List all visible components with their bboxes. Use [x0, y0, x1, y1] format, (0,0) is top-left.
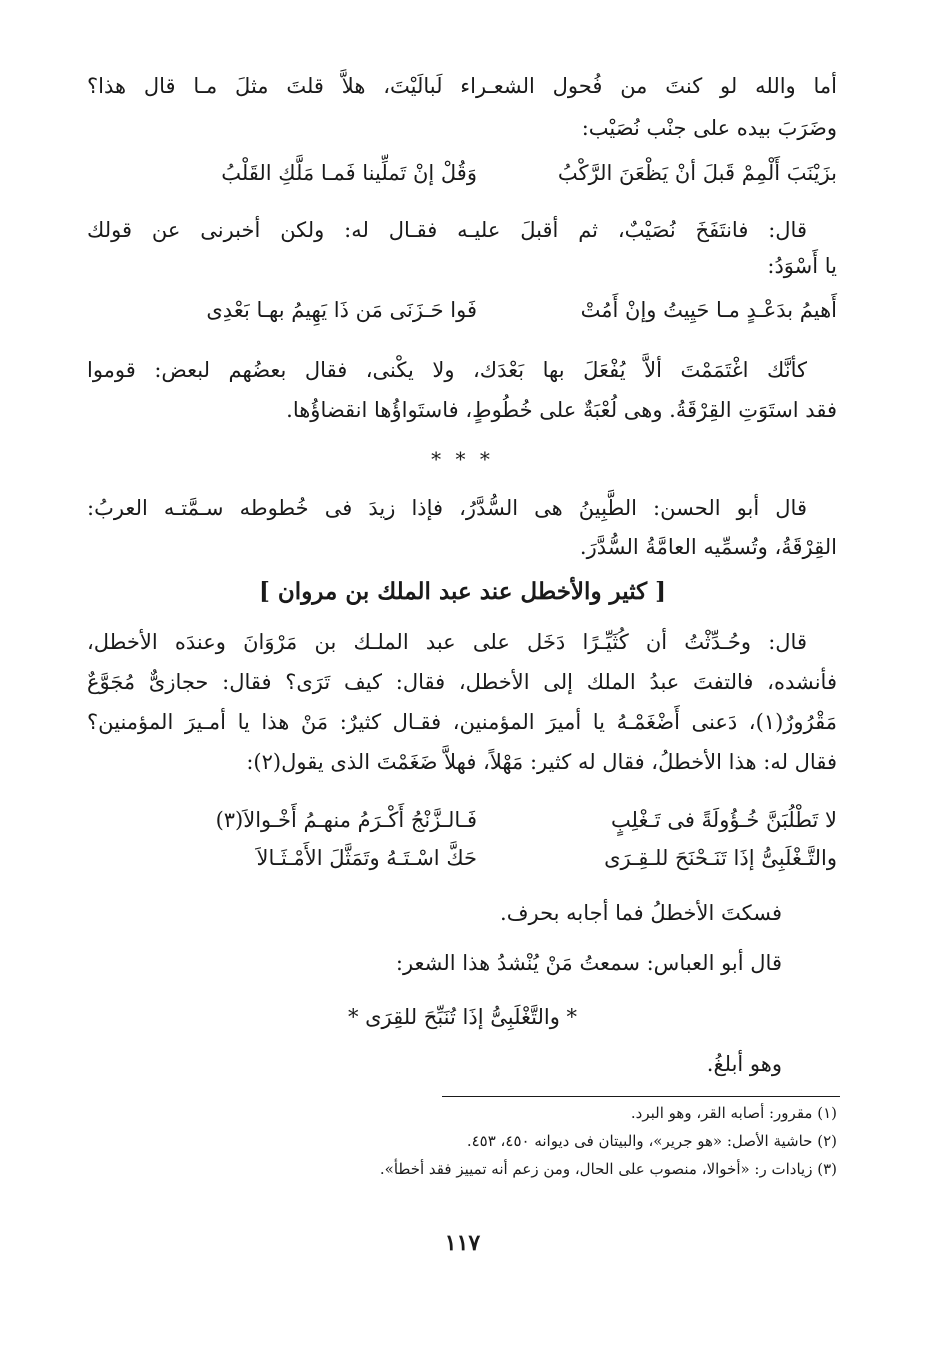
body-line: قال: وحُـدِّثْتُ أن كُثَيِّـرًا دَخَل على عبد الملـك بن مَرْوَانَ وعندَه الأخطل، — [87, 630, 807, 654]
page-number: ١١٧ — [444, 1230, 481, 1256]
body-line: وهو أبلغُ. — [706, 1052, 782, 1076]
verse-first-hemistich: أَهيمُ بدَعْـدٍ مـا حَيِيتُ وإنْ أَمُتْ — [580, 298, 837, 322]
quoted-verse: * والتَّغْلَبِىُّ إذَا تُنَبِّحَ للقِرَى * — [347, 1005, 578, 1029]
body-line: فقد استَوَتِ القِرْقَةُ. وهى لُعْبَةٌ على خُطُوطٍ، فاستَواؤُها انقضاؤُها. — [286, 398, 837, 422]
body-line: قال أبو العباس: سمعتُ مَنْ يُنْشدُ هذا الشعر: — [395, 951, 782, 975]
verse-first-hemistich: لا تَطْلُبَنَّ خُـؤُولَةً فى تَـغْلِبٍ — [610, 808, 837, 832]
footnote-divider — [442, 1096, 840, 1097]
verse-second-hemistich: فَوا حَـزَنَى مَن ذَا يَهِيمُ بهـا بَعْدِى — [206, 298, 477, 322]
section-heading: [ كثير والأخطل عند عبد الملك بن مروان ] — [259, 578, 666, 605]
footnote: (٢) حاشية الأصل: «هو جرير»، والبيتان فى ديوانه ٤٥٠، ٤٥٣. — [466, 1132, 837, 1150]
body-line: فسكتَ الأخطلُ فما أجابه بحرف. — [500, 901, 782, 925]
verse-first-hemistich: والتَّـغْلَبِىُّ إذَا تَنَـحْنَحَ للـقِـرَى — [604, 846, 837, 870]
body-line: فقال له: هذا الأخطلُ، فقال له كثير: مَهْلاً، فهلاَّ ضَغَمْتَ الذى يقول(٢): — [246, 750, 837, 774]
body-line: وضَرَبَ بيده على جنْب نُصَيْب: — [581, 116, 837, 140]
verse-first-hemistich: بزَيْنَبَ أَلْمِمْ قَبلَ أنْ يَظْعَنَ الرَّكْبُ — [557, 161, 837, 185]
verse-second-hemistich: وَقُلْ إنْ تَملِّينا فَمـا مَلَّكِ القَلْبُ — [221, 161, 477, 185]
body-line: فأنشده، فالتفتَ عبدُ الملك إلى الأخطل، فقال: كيف تَرَى؟ فقال: حجازىٌّ مُجَوَّعٌ — [87, 670, 837, 694]
body-line: كأنَّك اغْتَمَمْتَ ألاَّ يُفْعَلَ بها بَعْدَك، ولا يكْنى، فقال بعضُهم لبعض: قوموا — [87, 358, 807, 382]
footnote: (١) مقرور: أصابه القر، وهو البرد. — [630, 1104, 837, 1122]
body-line: القِرْقَةُ، وتُسمِّيه العامَّةُ السُّدَّرَ. — [579, 535, 837, 559]
body-line: يا أَسْوَدُ: — [767, 254, 837, 278]
section-separator: * * * — [431, 447, 494, 471]
body-line: أما والله لو كنتَ من فُحول الشعـراء لَبالَيْتَ، هلاَّ قلتَ مثلَ مـا قال هذا؟ — [87, 74, 837, 98]
verse-second-hemistich: حَكَّ اسْـتَـهُ وتَمَثَّلَ الأَمْـثَـالاَ — [256, 846, 477, 870]
body-line: قال أبو الحسن: الطَّبِينُ هى السُّدَّرُ، فإذا زيدَ فى خُطوطه سـمَّتـه العربُ: — [87, 496, 807, 520]
body-line: قال: فانتَفَخَ نُصَيْبٌ، ثم أقبلَ عليـه فقـال له: ولكن أخبرنى عن قولك — [87, 218, 807, 242]
footnote: (٣) زيادات ر: «أخوالا، منصوب على الحال، ومن زعم أنه تمييز فقد أخطأ». — [379, 1160, 837, 1178]
body-line: مَقْرُورٌ(١)، دَعنى أَضْغَمْـهُ يا أميرَ المؤمنين، فقـال كثيرٌ: مَنْ هذا يا أمـيرَ المؤمنين؟ — [87, 710, 837, 734]
verse-second-hemistich: فَـالـزَّنْجُ أَكْـرَمُ منهـمُ أَخْـوالاَ(٣) — [215, 808, 477, 832]
